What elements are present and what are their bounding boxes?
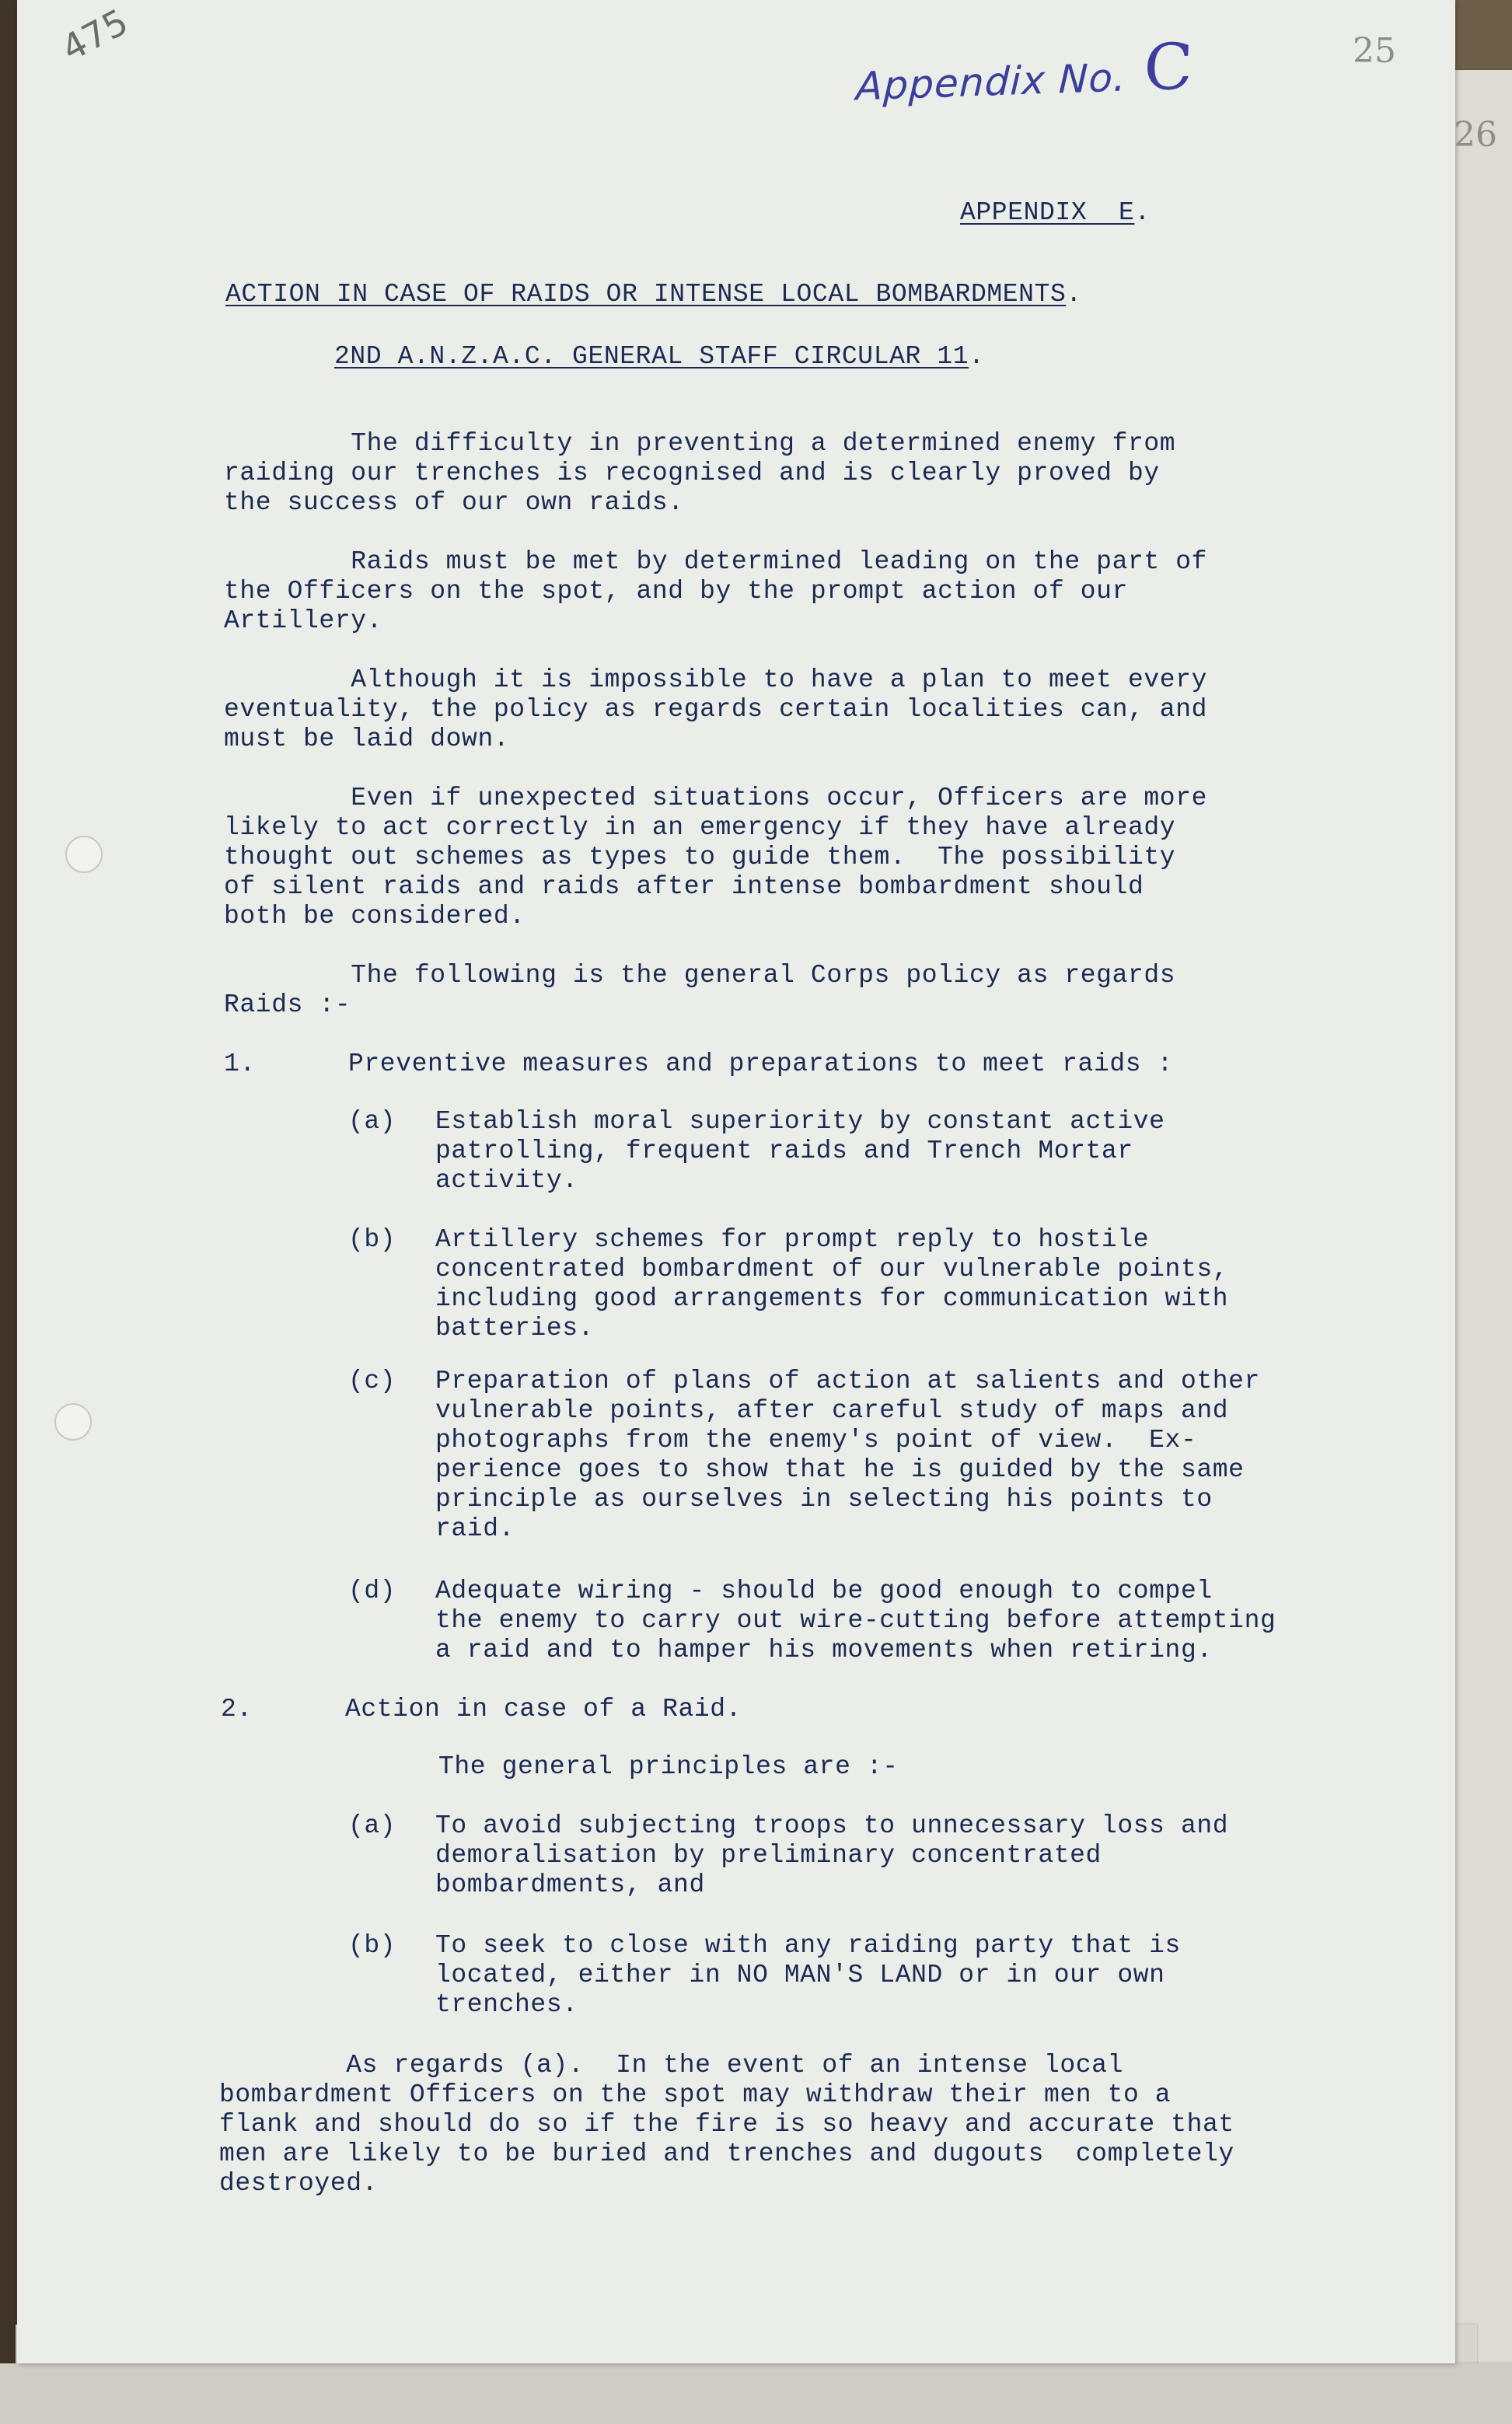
document-title: ACTION IN CASE OF RAIDS OR INTENSE LOCAL BOMBARDMENTS. [225, 280, 1082, 309]
pencil-page-number: 475 [54, 0, 135, 70]
item-text: Establish moral superiority by constant active patrolling, frequent raids and Trench Mortar activity. [435, 1107, 1165, 1195]
paragraph: As regards (a). In the event of an intense local bombardment Officers on the spot may withdraw their men to a flank and should do so if the fire is so heavy and accurate that men are likely to be buried and trenches and dugouts completely destroyed. [219, 2051, 1234, 2198]
item-label: (a) [348, 1811, 396, 1840]
item-label: (d) [348, 1577, 396, 1605]
item-label: (b) [348, 1931, 396, 1960]
appendix-heading: APPENDIX E. [960, 198, 1151, 227]
folio-number: 25 [1353, 31, 1396, 71]
punch-hole [54, 1403, 92, 1441]
section-number: 2. [221, 1695, 253, 1724]
paragraph: The following is the general Corps policy as regards Raids :- [224, 961, 1176, 1019]
paragraph: Although it is impossible to have a plan to meet every eventuality, the policy as regards certain localities can, and must be laid down. [224, 665, 1207, 753]
appendix-stamp [855, 30, 1195, 115]
document-subtitle: 2ND A.N.Z.A.C. GENERAL STAFF CIRCULAR 11. [334, 342, 985, 371]
principles-intro: The general principles are :- [438, 1752, 899, 1781]
item-text: To avoid subjecting troops to unnecessary loss and demoralisation by preliminary concentrated bombardments, and [435, 1811, 1229, 1899]
punch-hole [65, 836, 103, 873]
paragraph: Raids must be met by determined leading on the part of the Officers on the spot, and by the prompt action of our Artillery. [224, 547, 1207, 635]
item-label: (c) [348, 1367, 396, 1395]
paragraph: The difficulty in preventing a determined enemy from raiding our trenches is recognised and is clearly proved by the success of our own raids. [224, 429, 1176, 517]
paragraph: Even if unexpected situations occur, Officers are more likely to act correctly in an emergency if they have already thought out schemes as types to guide them. The possibility of silent raids and raids after intense bombardment should both be considered. [224, 784, 1207, 931]
item-text: Preparation of plans of action at salients and other vulnerable points, after careful study of maps and photographs from the enemy's point of view. Ex- perience goes to show that he is guided by the same principle as ourselves in selecting his points to raid. [435, 1367, 1260, 1543]
item-text: Adequate wiring - should be good enough to compel the enemy to carry out wire-cutting before attempting a raid and to hamper his movements when retiring. [435, 1577, 1276, 1664]
item-text: Artillery schemes for prompt reply to hostile concentrated bombardment of our vulnerable points, including good arrangements for communication with batteries. [435, 1225, 1229, 1343]
item-label: (a) [348, 1107, 396, 1136]
stamp-text: Appendix No. [855, 54, 1128, 110]
binder-rail [0, 0, 17, 2424]
section-title: Action in case of a Raid. [345, 1695, 742, 1724]
item-label: (b) [348, 1225, 396, 1254]
section-number: 1. [224, 1050, 256, 1078]
section-title: Preventive measures and preparations to meet raids : [348, 1050, 1173, 1078]
stamp-letter: C [1142, 30, 1195, 106]
item-text: To seek to close with any raiding party that is located, either in NO MAN'S LAND or in our own trenches. [435, 1931, 1181, 2019]
underlying-sheet-bottom-2 [0, 2363, 1512, 2424]
folio-number-underlying: 26 [1454, 115, 1497, 155]
